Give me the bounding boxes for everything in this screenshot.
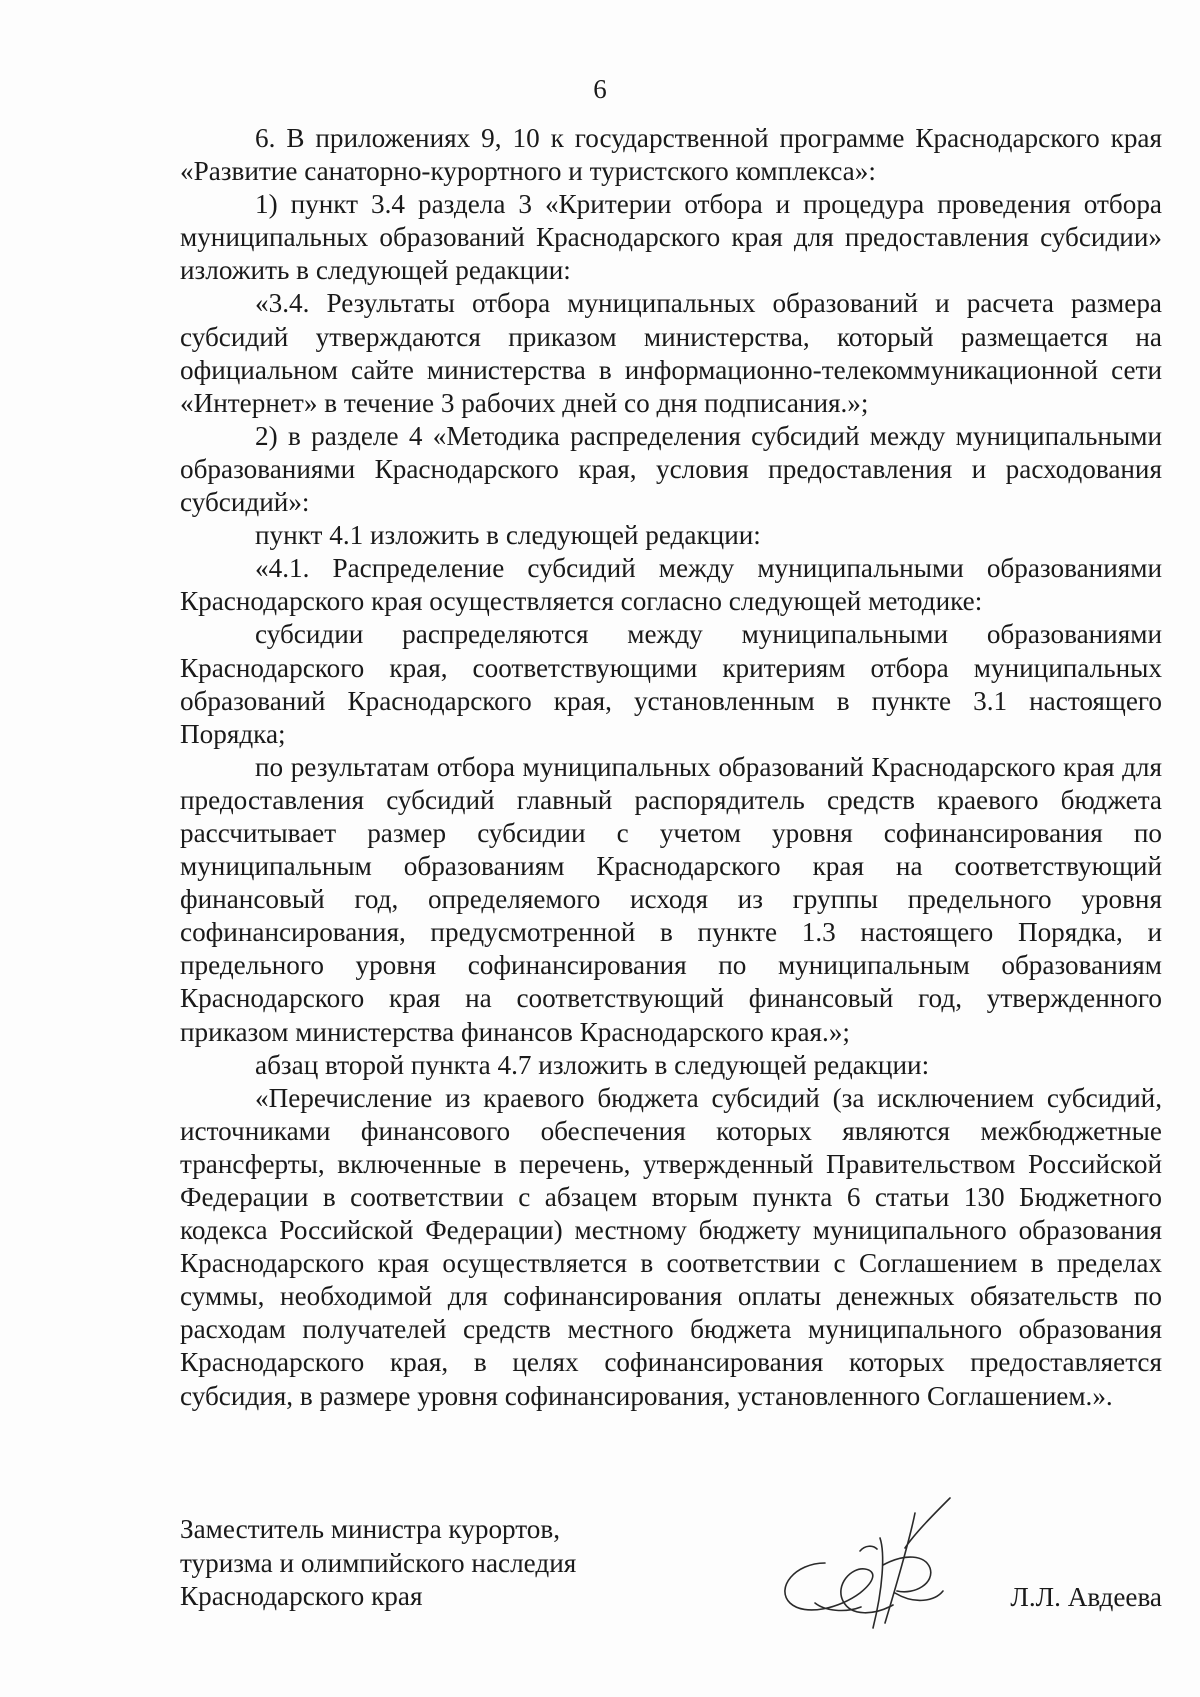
paragraph-quote-4-1: «4.1. Распределение субсидий между муниципальными образованиями Краснодарского края осуществляется согласно следующей методике: xyxy=(180,553,1162,617)
paragraph-subsidy-distribution: субсидии распределяются между муниципальными образованиями Краснодарского края, соответствующими критериям отбора муниципальных образований Краснодарского края, установленным в пункте 3.1 настоящего Порядка; xyxy=(180,619,1162,749)
paragraph-point-4-1: пункт 4.1 изложить в следующей редакции: xyxy=(255,520,761,551)
handwritten-signature xyxy=(765,1493,995,1643)
paragraph-subitem-2: 2) в разделе 4 «Методика распределения субсидий между муниципальными образованиями Краснодарского края, условия предоставления и расходования субсидий»: xyxy=(180,420,1162,518)
signatory-title-line: туризма и олимпийского наследия xyxy=(180,1547,577,1578)
signatory-name: Л.Л. Авдеева xyxy=(1010,1582,1162,1612)
paragraph-point-4-7: абзац второй пункта 4.7 изложить в следующей редакции: xyxy=(255,1049,930,1080)
paragraph-calculation: по результатам отбора муниципальных образований Краснодарского края для предоставления субсидий главный распорядитель средств краевого бюджета рассчитывает размер субсидии с учетом уровня софинансирования по муниципальным образованиям Краснодарского края на соответствующий финансовый год, определяемого исходя из группы предельного уровня софинансирования, предусмотренной в пункте 1.3 настоящего Порядка, и предельного уровня софинансирования по муниципальным образованиям Краснодарского края на соответствующий финансовый год, утвержденного приказом министерства финансов Краснодарского края.»; xyxy=(180,751,1162,1047)
paragraph-subitem-1: 1) пункт 3.4 раздела 3 «Критерии отбора и процедура проведения отбора муниципальных образований Краснодарского края для предоставления субсидии» изложить в следующей редакции: xyxy=(180,189,1162,286)
document-body xyxy=(180,122,1162,1413)
page-number: 6 xyxy=(593,74,607,104)
signatory-title-line: Заместитель министра курортов, xyxy=(180,1514,561,1544)
signature-block xyxy=(180,1513,1162,1614)
signatory-title-line: Краснодарского края xyxy=(180,1581,423,1611)
paragraph-quote-3-4: «3.4. Результаты отбора муниципальных образований и расчета размера субсидий утверждаются приказом министерства, который размещается на официальном сайте министерства в информационно-телекоммуникационной сети «Интернет» в течение 3 рабочих дней со дня подписания.»; xyxy=(180,288,1162,418)
paragraph-transfer: «Перечисление из краевого бюджета субсидий (за исключением субсидий, источниками финансового обеспечения которых являются межбюджетные трансферты, включенные в перечень, утвержденный Правительством Российской Федерации в соответствии с абзацем вторым пункта 6 статьи 130 Бюджетного кодекса Российской Федерации) местному бюджету муниципального образования Краснодарского края осуществляется в соответствии с Соглашением в пределах суммы, необходимой для софинансирования оплаты денежных обязательств по расходам получателей средств местного бюджета муниципального образования Краснодарского края, в целях софинансирования которых предоставляется субсидия, в размере уровня софинансирования, установленного Соглашением.». xyxy=(180,1082,1162,1411)
paragraph-item-6: 6. В приложениях 9, 10 к государственной программе Краснодарского края «Развитие санаторно-курортного и туристского комплекса»: xyxy=(180,123,1162,187)
